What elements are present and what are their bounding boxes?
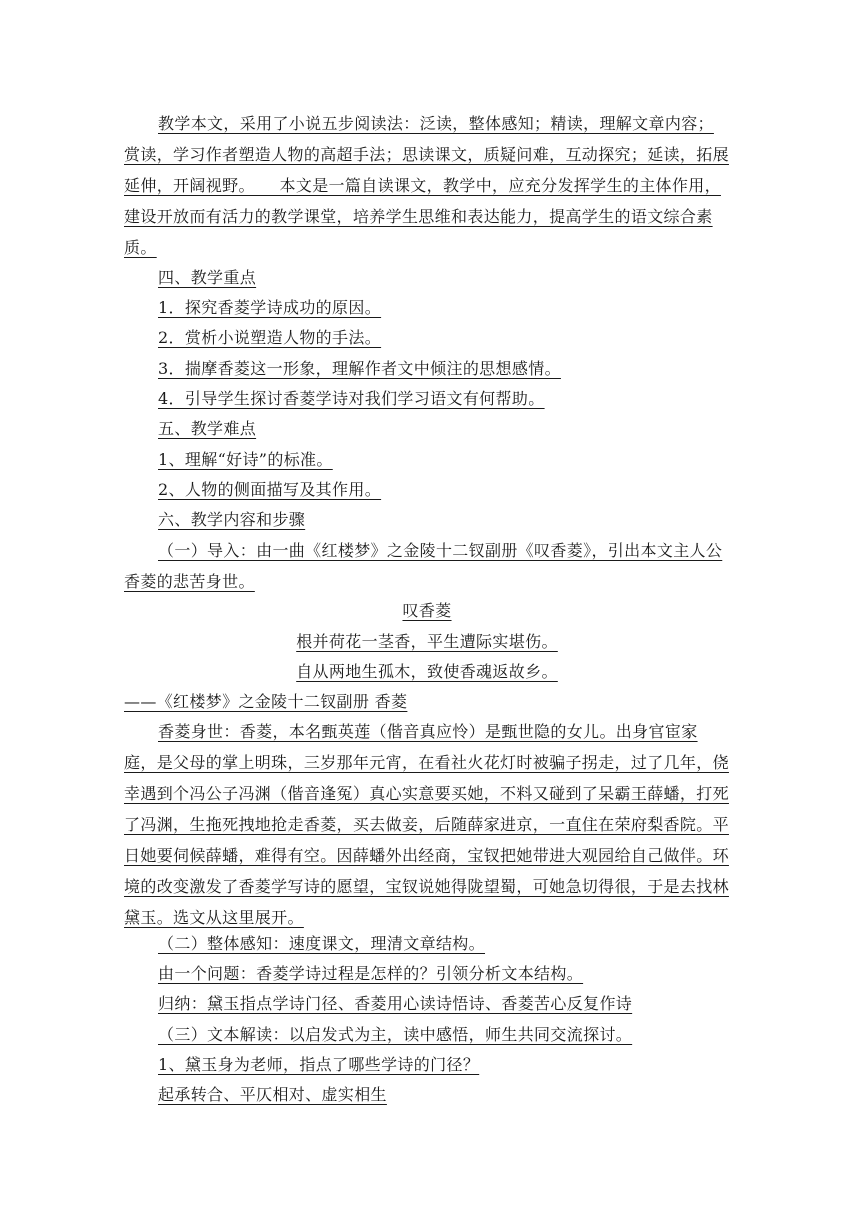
step-3-analysis: （三）文本解读：以启发式为主，读中感悟，师生共同交流探讨。 xyxy=(158,1025,633,1044)
structure-summary: 归纳：黛玉指点学诗门径、香菱用心读诗悟诗、香菱苦心反复作诗 xyxy=(158,994,633,1013)
section-4-heading: 四、教学重点 xyxy=(158,268,257,287)
step-2-overview: （二）整体感知：速度课文，理清文章结构。 xyxy=(158,934,486,953)
section-5-heading: 五、教学难点 xyxy=(158,419,257,438)
section-4-item-1: 1．探究香菱学诗成功的原因。 xyxy=(158,298,382,317)
answer-1: 起承转合、平仄相对、虚实相生 xyxy=(158,1085,387,1104)
poem-title: 叹香菱 xyxy=(402,601,452,620)
poem-line-1: 根并荷花一茎香，平生遭际实堪伤。 xyxy=(296,632,558,651)
section-4-item-3: 3．揣摩香菱这一形象，理解作者文中倾注的思想感情。 xyxy=(158,359,561,378)
section-5-item-2: 2、人物的侧面描写及其作用。 xyxy=(158,480,382,499)
xiangling-biography: 香菱身世：香菱，本名甄英莲（偕音真应怜）是甄世隐的女儿。出身官宦家庭，是父母的掌上明珠，三岁那年元宵，在看社火花灯时被骗子拐走，过了几年，侥幸遇到个冯公子冯渊（偕音逢冤）真心实意要买她，不料又碰到了呆霸王薛蟠，打死了冯渊，生拖死拽地抢走香菱，买去做妾，后随薛家进京，一直住在荣府梨香院。平日她要伺候薛蟠，难得有空。因薛蟠外出经商，宝钗把她带进大观园给自己做伴。环境的改变激发了香菱学写诗的愿望，宝钗说她得陇望蜀，可她急切得很，于是去找林黛玉。选文从这里展开。 xyxy=(124,722,729,927)
section-4-item-2: 2．赏析小说塑造人物的手法。 xyxy=(158,328,382,347)
question-1: 1、黛玉身为老师，指点了哪些学诗的门径？ xyxy=(158,1055,480,1074)
poem-source: ——《红楼梦》之金陵十二钗副册 香菱 xyxy=(124,692,408,711)
poem-line-2: 自从两地生孤木，致使香魂返故乡。 xyxy=(296,662,558,681)
guiding-question: 由一个问题：香菱学诗过程是怎样的？引领分析文本结构。 xyxy=(158,964,584,983)
section-4-item-4: 4．引导学生探讨香菱学诗对我们学习语文有何帮助。 xyxy=(158,389,545,408)
section-5-item-1: 1、理解“好诗”的标准。 xyxy=(158,450,333,469)
section-6-heading: 六、教学内容和步骤 xyxy=(158,510,306,529)
step-1-intro: （一）导入：由一曲《红楼梦》之金陵十二钗副册《叹香菱》，引出本文主人公香菱的悲苦身世。 xyxy=(124,541,723,591)
intro-paragraph: 教学本文，采用了小说五步阅读法：泛读，整体感知；精读，理解文章内容；赏读，学习作者塑造人物的高超手法；思读课文，质疑问难，互动探究；延读，拓展延伸，开阔视野。 本文是一篇自读课文，教学中，应充分发挥学生的主体作用，建设开放而有活力的教学课堂，培养学生思维和表达能力，提高学生的语文综合素质。 xyxy=(124,114,729,257)
